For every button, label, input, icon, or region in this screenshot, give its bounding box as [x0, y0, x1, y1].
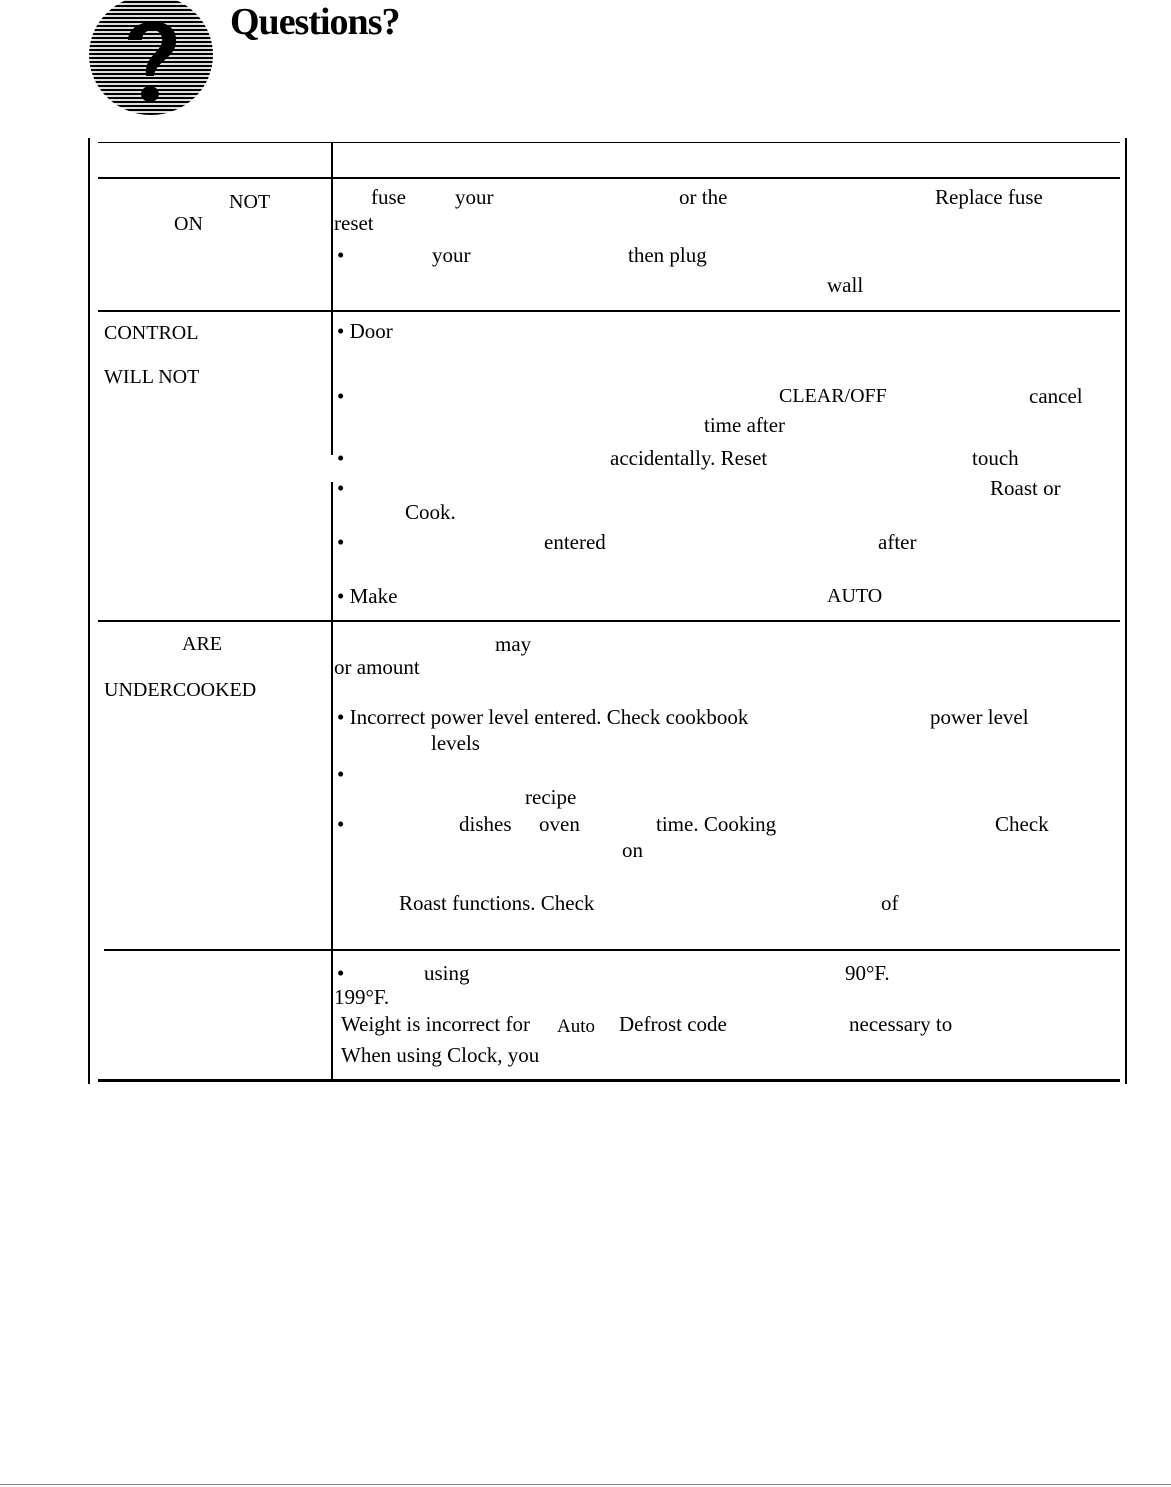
bullet: •: [337, 961, 345, 985]
table-top-rule: [98, 142, 1120, 143]
solution-text: AUTO: [827, 585, 883, 607]
header-rule: [98, 177, 1120, 179]
solution-text: or amount: [334, 655, 420, 679]
table-right-border: [1125, 138, 1127, 1084]
bullet: •: [337, 446, 345, 470]
page-title: Questions?: [230, 1, 400, 43]
solution-text: then plug: [628, 243, 707, 267]
solution-text: Defrost code: [619, 1012, 727, 1036]
solution-text: touch: [972, 446, 1019, 470]
solution-text: Roast or: [990, 476, 1061, 500]
bullet: •: [337, 476, 345, 500]
column-divider: [331, 482, 333, 1080]
column-divider: [331, 143, 333, 455]
problem-label: ON: [174, 213, 203, 235]
solution-text: dishes: [459, 812, 512, 836]
solution-text: after: [878, 530, 917, 554]
bullet: •: [337, 762, 345, 786]
solution-text: time after: [704, 413, 786, 437]
solution-text: wall: [827, 273, 864, 297]
question-mark-icon: [86, 0, 216, 118]
solution-text: Weight is incorrect for: [341, 1012, 530, 1036]
row-rule: [98, 310, 1120, 312]
solution-text: your: [455, 185, 494, 209]
solution-text: 199°F.: [334, 985, 390, 1009]
solution-text: reset: [334, 211, 374, 235]
solution-text: entered: [544, 530, 606, 554]
solution-text: Cook.: [405, 500, 456, 524]
solution-text: • Door: [337, 319, 393, 343]
problem-label: NOT: [229, 191, 271, 213]
table-left-border: [88, 138, 90, 1084]
bullet: •: [337, 243, 345, 267]
solution-text: power level: [930, 705, 1029, 729]
bullet: •: [337, 530, 345, 554]
problem-label: WILL NOT: [104, 366, 200, 388]
solution-text: recipe: [525, 785, 577, 809]
solution-text: of: [881, 891, 899, 915]
solution-text: CLEAR/OFF: [779, 385, 887, 407]
solution-text: cancel: [1029, 384, 1083, 408]
page-bottom-rule: [0, 1484, 1171, 1485]
solution-text: may: [495, 632, 532, 656]
solution-text: necessary to: [849, 1012, 953, 1036]
problem-label: CONTROL: [104, 322, 199, 344]
problem-label: UNDERCOOKED: [104, 679, 257, 701]
row-rule: [104, 949, 1120, 951]
solution-text: fuse: [371, 185, 406, 209]
solution-text: When using Clock, you: [341, 1043, 540, 1067]
solution-text: Roast functions. Check: [399, 891, 595, 915]
solution-text: accidentally. Reset: [610, 446, 768, 470]
solution-text: 90°F.: [845, 961, 890, 985]
problem-label: ARE: [182, 633, 222, 655]
solution-text: or the: [679, 185, 728, 209]
solution-text: using: [424, 961, 470, 985]
bullet: •: [337, 812, 345, 836]
solution-text: your: [432, 243, 471, 267]
solution-text: • Incorrect power level entered. Check cookbook: [337, 705, 749, 729]
table-bottom-rule: [98, 1079, 1120, 1082]
solution-text: oven: [539, 812, 580, 836]
solution-text: • Make: [337, 584, 398, 608]
solution-text: Auto: [557, 1016, 595, 1037]
solution-text: Check: [995, 812, 1049, 836]
solution-text: time. Cooking: [656, 812, 777, 836]
solution-text: levels: [431, 731, 480, 755]
solution-text: Replace fuse: [935, 185, 1043, 209]
solution-text: on: [622, 838, 643, 862]
row-rule: [98, 620, 1120, 622]
bullet: •: [337, 384, 345, 408]
